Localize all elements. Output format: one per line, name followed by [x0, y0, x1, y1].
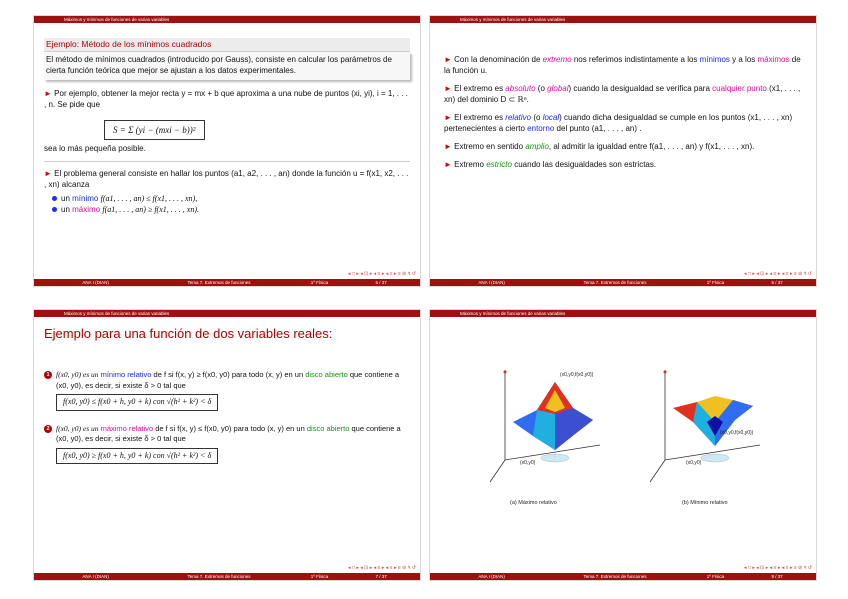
slide-header: Máximos y mínimos de funciones de varias variables — [430, 16, 816, 23]
label-point-a: (x0,y0,f(x0,y0)) — [560, 372, 594, 378]
eq-min: f(x0, y0) ≤ f(x0 + h, y0 + k) con √(h² + k²) < δ — [56, 394, 218, 411]
s5-p2: sea lo más pequeña posible. — [44, 144, 146, 153]
slide-footer: ANA I (DIAN) Tema 7. Extremos de funciones 1º Física 6 / 37 — [430, 279, 816, 286]
bullet-maximo: un máximo f(a1, . . . , an) ≥ f(x1, . . . , xn). — [52, 204, 410, 215]
triangle-icon: ► — [44, 169, 52, 178]
slide-header: Máximos y mínimos de funciones de varias variables — [34, 16, 420, 23]
label-base-b: (x0,y0) — [686, 460, 702, 466]
example-text: El método de mínimos cuadrados (introducido por Gauss), consiste en calcular los parámetros de cierta función teórica que mejor se ajustan a los datos experimentales. — [44, 52, 410, 80]
divider — [44, 161, 410, 162]
triangle-icon: ► — [44, 89, 52, 98]
slide-footer: ANA I (DIAN) Tema 7. Extremos de funciones 1º Física 7 / 37 — [34, 573, 420, 580]
caption-b: (b) Mínimo relativo — [682, 500, 728, 506]
caption-a: (a) Máximo relativo — [510, 500, 557, 506]
slide-header: Máximos y mínimos de funciones de varias variables — [430, 310, 816, 317]
bullet-icon — [52, 207, 57, 212]
nav-symbols[interactable]: ◂ □ ▸ ◂ ⊡ ▸ ◂ ≡ ▸ ◂ ≡ ▸ ≡ ⊘ ۹ ↺ — [744, 565, 812, 571]
bullet-icon — [52, 196, 57, 201]
label-point-b: (x0,y0,f(x0,y0)) — [720, 430, 754, 436]
item-min: 1 f(x0, y0) es un mínimo relativo de f si f(x, y) ≥ f(x0, y0) para todo (x, y) en un disco abierto que contiene a (x0, y0), es decir, si existe δ > 0 tal que f(x0, y0) ≤ f(x0 + h, y0 + k) con √(h² + k²) < δ — [44, 370, 408, 414]
eq-max: f(x0, y0) ≥ f(x0 + h, y0 + k) con √(h² + k²) < δ — [56, 448, 218, 465]
least-squares-equation: S = Σ (yi − (mxi − b))² — [104, 120, 205, 140]
surface-plot-max — [485, 350, 615, 490]
slide-header: Máximos y mínimos de funciones de varias variables — [34, 310, 420, 317]
slide-footer: ANA I (DIAN) Tema 7. Extremos de funciones 1º Física 5 / 37 — [34, 279, 420, 286]
bullet-minimo: un mínimo f(a1, . . . , an) ≤ f(x1, . . . , xn), — [52, 193, 410, 204]
nav-symbols[interactable]: ◂ □ ▸ ◂ ⊡ ▸ ◂ ≡ ▸ ◂ ≡ ▸ ≡ ⊘ ۹ ↺ — [348, 271, 416, 277]
surface-plot-min — [645, 350, 775, 490]
s5-p1: Por ejemplo, obtener la mejor recta y = mx + b que aproxima a una nube de puntos (xi, yi), i = 1, . . . , n. Se pide que — [44, 89, 408, 109]
slide-8 — [430, 310, 816, 580]
slide-footer: ANA I (DIAN) Tema 7. Extremos de funciones 1º Física 8 / 37 — [430, 573, 816, 580]
label-base-a: (x0,y0) — [520, 460, 536, 466]
example-block — [44, 38, 410, 80]
slide-5 — [34, 16, 420, 286]
slide-7 — [34, 310, 420, 580]
nav-symbols[interactable]: ◂ □ ▸ ◂ ⊡ ▸ ◂ ≡ ▸ ◂ ≡ ▸ ≡ ⊘ ۹ ↺ — [744, 271, 812, 277]
nav-symbols[interactable]: ◂ □ ▸ ◂ ⊡ ▸ ◂ ≡ ▸ ◂ ≡ ▸ ≡ ⊘ ۹ ↺ — [348, 565, 416, 571]
slide-6: Máximos y mínimos de funciones de varias variables ► Con la denominación de extremo nos referimos indistintamente a los mínimos y a los máximos de la función u. ► El extremo es absoluto (o global) cuando la desigualdad se verifica para cualquier punto (x1, . . . , xn) del dominio D ⊂ ℝⁿ. ► El extremo es relativo (o local) cuando dicha desigualdad se cumple en los puntos (x1, . . . , xn) pertenecientes a cierto entorno del punto (a1, . . . , an) . ► Extremo en sentido amplio, al admitir la igualdad entre f(a1, . . . , an) y f(x1, . . . , xn). ► Extremo estricto cuando las desigualdades son estrictas. ◂ □ ▸ ◂ ⊡ ▸ ◂ ≡ ▸ ◂ ≡ ▸ ≡ ⊘ ۹ ↺ ANA I (DIAN) Tema 7. Extremos de funciones 1º Física 6 / 37 — [430, 16, 816, 286]
example-title: Ejemplo: Método de los mínimos cuadrados — [44, 38, 410, 52]
item-max: 2 f(x0, y0) es un máximo relativo de f si f(x, y) ≤ f(x0, y0) para todo (x, y) en un disco abierto que contiene a (x0, y0), es decir, si existe δ > 0 tal que f(x0, y0) ≥ f(x0 + h, y0 + k) con √(h² + k²) < δ — [44, 424, 408, 468]
slide-title: Ejemplo para una función de dos variables reales: — [44, 326, 333, 341]
s5-p3: El problema general consiste en hallar los puntos (a1, a2, . . . , an) donde la función u = f(x1, x2, . . . , xn) alcanza — [44, 169, 409, 189]
